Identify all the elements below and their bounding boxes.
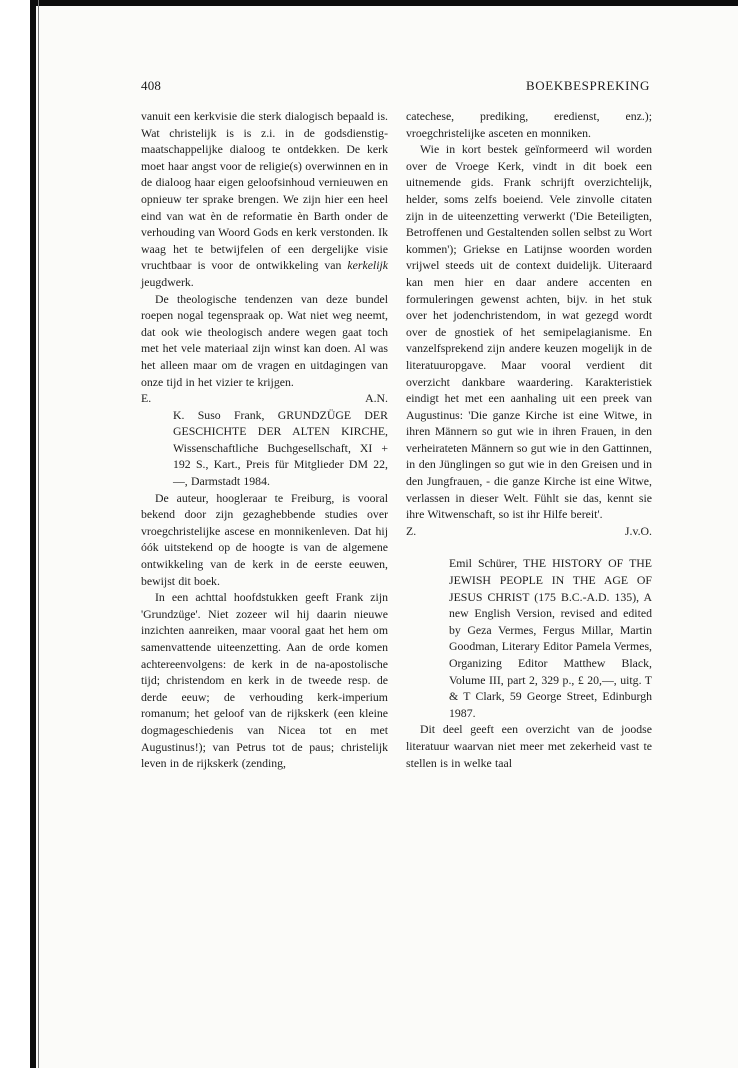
left-paragraph-4: In een achttal hoofdstukken geeft Frank zijn 'Grundzüge'. Niet zozeer wil hij daarin nieuwe inzichten aanreiken, maar vooral gaat het hem om samenvattende uiteenzetting. Aan de orde komen achtereenvolgens: de kerk in de na-apostolische tijd; christendom en kerk in de tweede resp. de derde eeuw; de verhouding kerk-imperium romanum; het geloof van de rijkskerk (een kleine dogmageschiedenis van Nicea tot en met Augustinus!); van Petrus tot de paus; christelijk leven in de rijkskerk (zending, bbox=[141, 590, 388, 771]
signature-place: Z. bbox=[406, 523, 417, 538]
signature-initials: A.N. bbox=[365, 391, 388, 406]
running-header: BOEKBESPREKING bbox=[526, 78, 650, 93]
right-paragraph-1: catechese, prediking, eredienst, enz.); vroegchristelijke asceten en monniken. bbox=[406, 109, 652, 140]
scan-border-shadow bbox=[38, 0, 39, 1068]
page-number: 408 bbox=[141, 78, 162, 93]
right-column bbox=[406, 108, 652, 771]
left-paragraph-1-emphasis: kerkelijk bbox=[347, 258, 388, 273]
right-paragraph-2: Wie in kort bestek geïnformeerd wil worden over de Vroege Kerk, vindt in dit boek een uitnemende gids. Frank schrijft overzichtelijk, helder, soms zelfs boeiend. Vele zinvolle citaten zijn in de uiteenzetting verwerkt ('Die Beteiligten, Betroffenen und Gestaltenden sollen selbst zu Wort kommen'); Griekse en Latijnse woorden worden vrijwel steeds uit de context duidelijk. Uiteraard kan men hier en daar andere accenten en formuleringen gewenst achten, bijv. in het stuk over het jodenchristendom, in wat gezegd wordt over de gnostiek of het semipelagianisme. En vanzelfsprekend zijn andere keuzen mogelijk in de literatuuropgave. Maar vooral verdient dit overzicht dankbare waardering. Karakteristiek eindigt het met een aanhaling uit een preek van Augustinus: 'Die ganze Kirche ist eine Witwe, in ihren Männern so gut wie in ihren Frauen, in den verheirateten Männern so gut wie in den Gattinnen, in den Jünglingen so gut wie in den Greisen und in den Jungfrauen, - die ganze Kirche ist eine Witwe, verlassen in dieser Welt. Fühlt sie das, kennt sie ihre Witwenschaft, so ist ihr Hilfe bereit'. bbox=[406, 142, 652, 522]
spacer bbox=[406, 539, 652, 555]
left-paragraph-1-end: jeugdwerk. bbox=[141, 274, 194, 289]
right-paragraph-3: Dit deel geeft een overzicht van de joodse literatuur waarvan niet meer met zekerheid vast te stellen is in welke taal bbox=[406, 722, 652, 770]
left-paragraph-1-text: vanuit een kerkvisie die sterk dialogisch bepaald is. Wat christelijk is is z.i. in de godsdienstig-maatschappelijke dialoog te ontdekken. De kerk moet haar angst voor de religie(s) overwinnen en in de dialoog haar eigen geloofsinhoud vernieuwen en opnieuw ter sprake brengen. We zijn hier een heel eind van wat èn de reformatie èn Barth onder de verhouding van Woord Gods en kerk verstonden. Ik waag het te betwijfelen of een dergelijke visie vruchtbaar is voor de ontwikkeling van bbox=[141, 109, 388, 273]
left-column bbox=[141, 108, 388, 772]
book-entry-frank: K. Suso Frank, GRUNDZÜGE DER GESCHICHTE DER ALTEN KIRCHE, Wissenschaftliche Buchgesellschaft, XI + 192 S., Kart., Preis für Mitglieder DM 22,—, Darmstadt 1984. bbox=[173, 407, 388, 489]
signature-place: E. bbox=[141, 391, 152, 406]
review-signature-1 bbox=[141, 390, 388, 407]
left-paragraph-2: De theologische tendenzen van deze bundel roepen nogal tegenspraak op. Wat niet weg neemt, dat ook wie theologisch andere wegen gaat toch met het vele materiaal zijn winst kan doen. Al was het alleen maar om de vragen en uitdagingen van onze tijd in het vizier te krijgen. bbox=[141, 291, 388, 389]
review-signature-2 bbox=[406, 523, 652, 540]
left-paragraph-1 bbox=[141, 108, 388, 291]
left-paragraph-3: De auteur, hoogleraar te Freiburg, is vooral bekend door zijn gezaghebbende studies over vroegchristelijke ascese en monnikenleven. Dat hij óók uitstekend op de hoogte is van de algemene ontwikkeling van de kerk in de eerste eeuwen, bewijst dit boek. bbox=[141, 490, 388, 588]
book-entry-schurer: Emil Schürer, THE HISTORY OF THE JEWISH PEOPLE IN THE AGE OF JESUS CHRIST (175 B.C.-A.D. 135), A new English Version, revised and edited by Geza Vermes, Fergus Millar, Martin Goodman, Literary Editor Pamela Vermes, Organizing Editor Matthew Black, Volume III, part 2, 329 p., £ 20,—, uitg. T & T Clark, 59 George Street, Edinburgh 1987. bbox=[449, 556, 652, 720]
signature-initials: J.v.O. bbox=[624, 523, 652, 538]
